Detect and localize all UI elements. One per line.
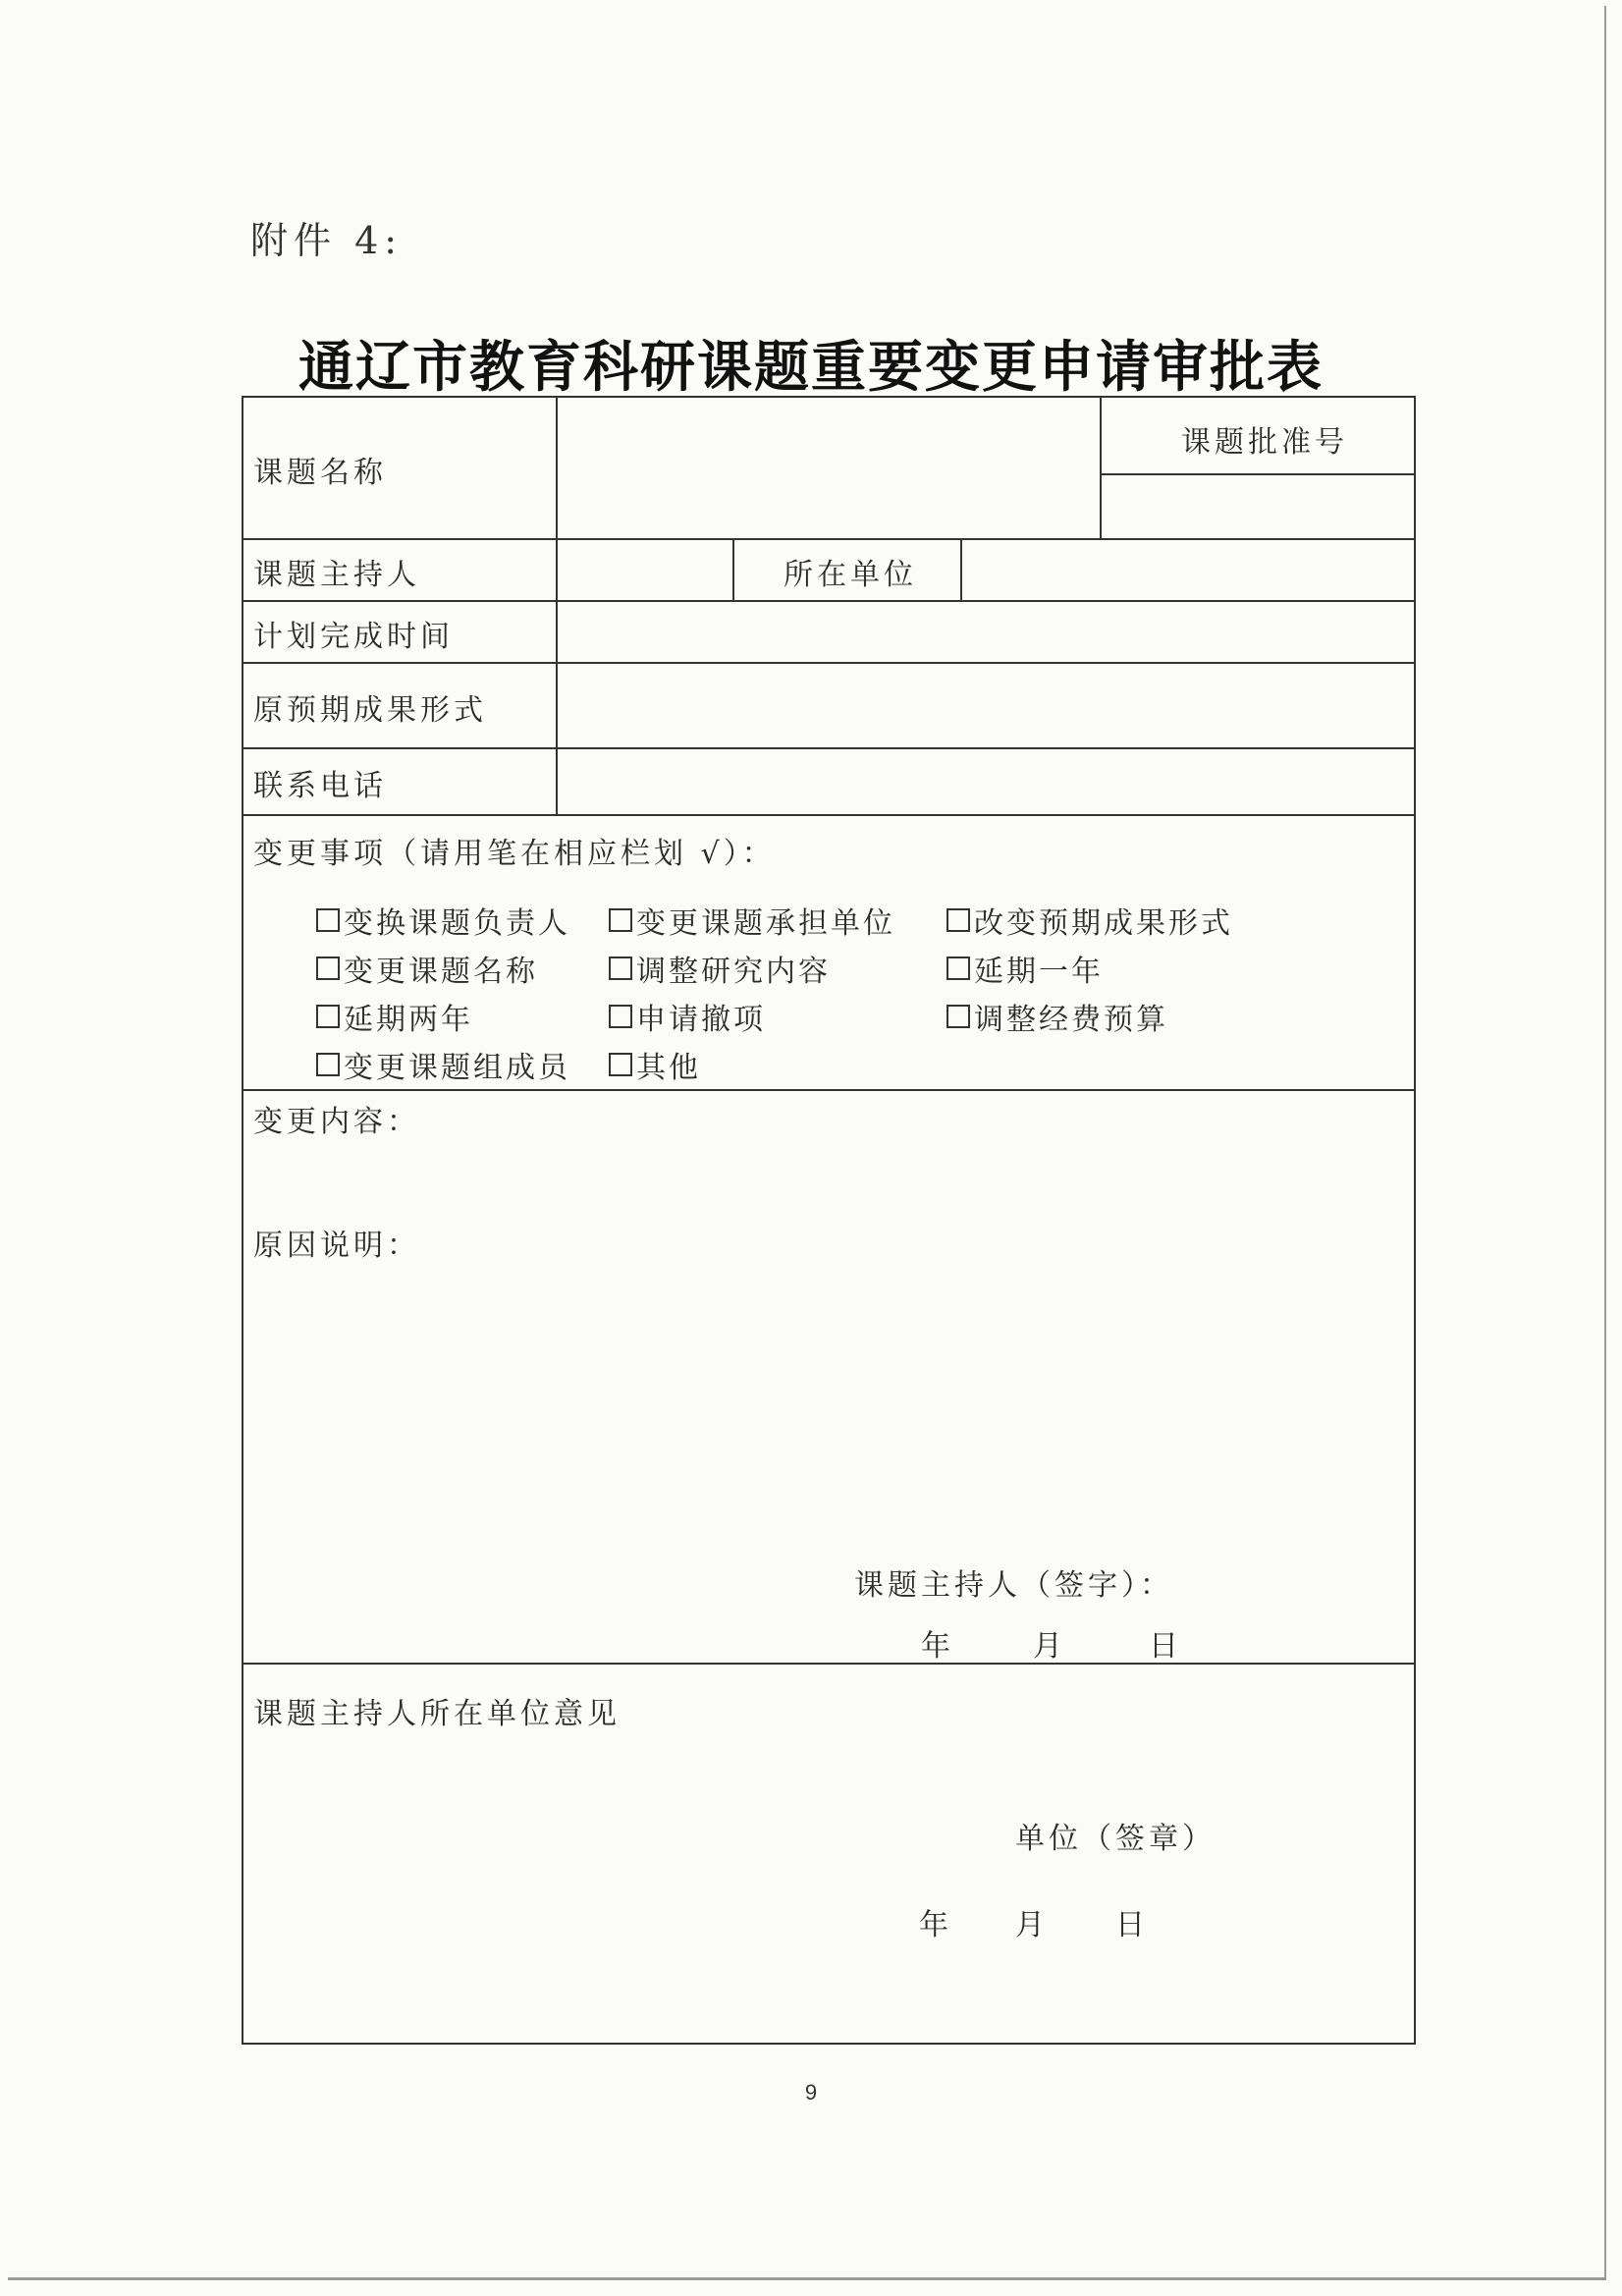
rule-row-2 [243, 600, 1416, 602]
checkbox[interactable] [946, 1005, 970, 1028]
checkbox[interactable] [946, 908, 970, 932]
attachment-label: 附件 4: [250, 219, 404, 262]
option-withdraw[interactable]: 申请撤项 [609, 995, 766, 1038]
signature-date-day: 日 [1149, 1629, 1182, 1664]
checkbox[interactable] [609, 908, 632, 932]
document-title: 通辽市教育科研课题重要变更申请审批表 [298, 336, 1324, 400]
change-content-label: 变更内容： [253, 1105, 420, 1139]
signature-date-year: 年 [921, 1629, 954, 1664]
seal-date-year: 年 [919, 1908, 952, 1942]
approval-form-table [242, 396, 1416, 2045]
rule-row-1 [243, 538, 1416, 540]
rule-approval-column [1100, 398, 1102, 538]
checkbox[interactable] [316, 1005, 340, 1028]
option-adjust-budget[interactable]: 调整经费预算 [946, 995, 1168, 1038]
option-change-outcome[interactable]: 改变预期成果形式 [946, 899, 1233, 942]
option-change-leader[interactable]: 变换课题负责人 [316, 899, 570, 942]
checkbox[interactable] [609, 1005, 632, 1028]
approval-number-label: 课题批准号 [1181, 425, 1348, 460]
rule-label-column [556, 398, 558, 814]
option-change-members[interactable]: 变更课题组成员 [316, 1043, 570, 1086]
rule-row-4 [243, 747, 1416, 749]
host-signature-label: 课题主持人（签字）： [854, 1568, 1173, 1603]
checkbox[interactable] [609, 957, 632, 980]
checkbox[interactable] [316, 957, 340, 980]
option-adjust-content[interactable]: 调整研究内容 [609, 947, 831, 990]
rule-row-5 [243, 814, 1416, 816]
rule-host-value-end [732, 538, 734, 600]
rule-row-3 [243, 662, 1416, 664]
rule-approval-split [1100, 473, 1416, 475]
checkbox[interactable] [316, 1053, 340, 1076]
seal-date-month: 月 [1015, 1908, 1049, 1942]
checkbox[interactable] [609, 1053, 632, 1076]
reason-label: 原因说明： [253, 1229, 420, 1263]
page-number: 9 [804, 2080, 818, 2105]
option-change-name[interactable]: 变更课题名称 [316, 947, 538, 990]
host-label: 课题主持人 [253, 558, 420, 592]
rule-row-6 [243, 1089, 1416, 1091]
unit-opinion-label: 课题主持人所在单位意见 [253, 1697, 621, 1731]
unit-label: 所在单位 [784, 558, 917, 592]
checkbox[interactable] [946, 957, 970, 980]
option-extend-one-year[interactable]: 延期一年 [946, 947, 1104, 990]
rule-row-7 [243, 1663, 1416, 1665]
rule-unit-label-end [960, 538, 962, 600]
unit-seal-label: 单位（签章） [1015, 1822, 1216, 1856]
signature-date-month: 月 [1033, 1629, 1066, 1664]
option-other[interactable]: 其他 [609, 1043, 701, 1086]
topic-name-label: 课题名称 [253, 456, 387, 490]
change-items-label: 变更事项（请用笔在相应栏划 √）： [253, 837, 776, 871]
option-change-unit[interactable]: 变更课题承担单位 [609, 899, 895, 942]
phone-label: 联系电话 [253, 769, 387, 803]
checkbox[interactable] [316, 908, 340, 932]
seal-date-day: 日 [1115, 1908, 1149, 1942]
option-extend-two-years[interactable]: 延期两年 [316, 995, 473, 1038]
planned-completion-label: 计划完成时间 [253, 620, 454, 654]
original-outcome-label: 原预期成果形式 [253, 693, 487, 728]
